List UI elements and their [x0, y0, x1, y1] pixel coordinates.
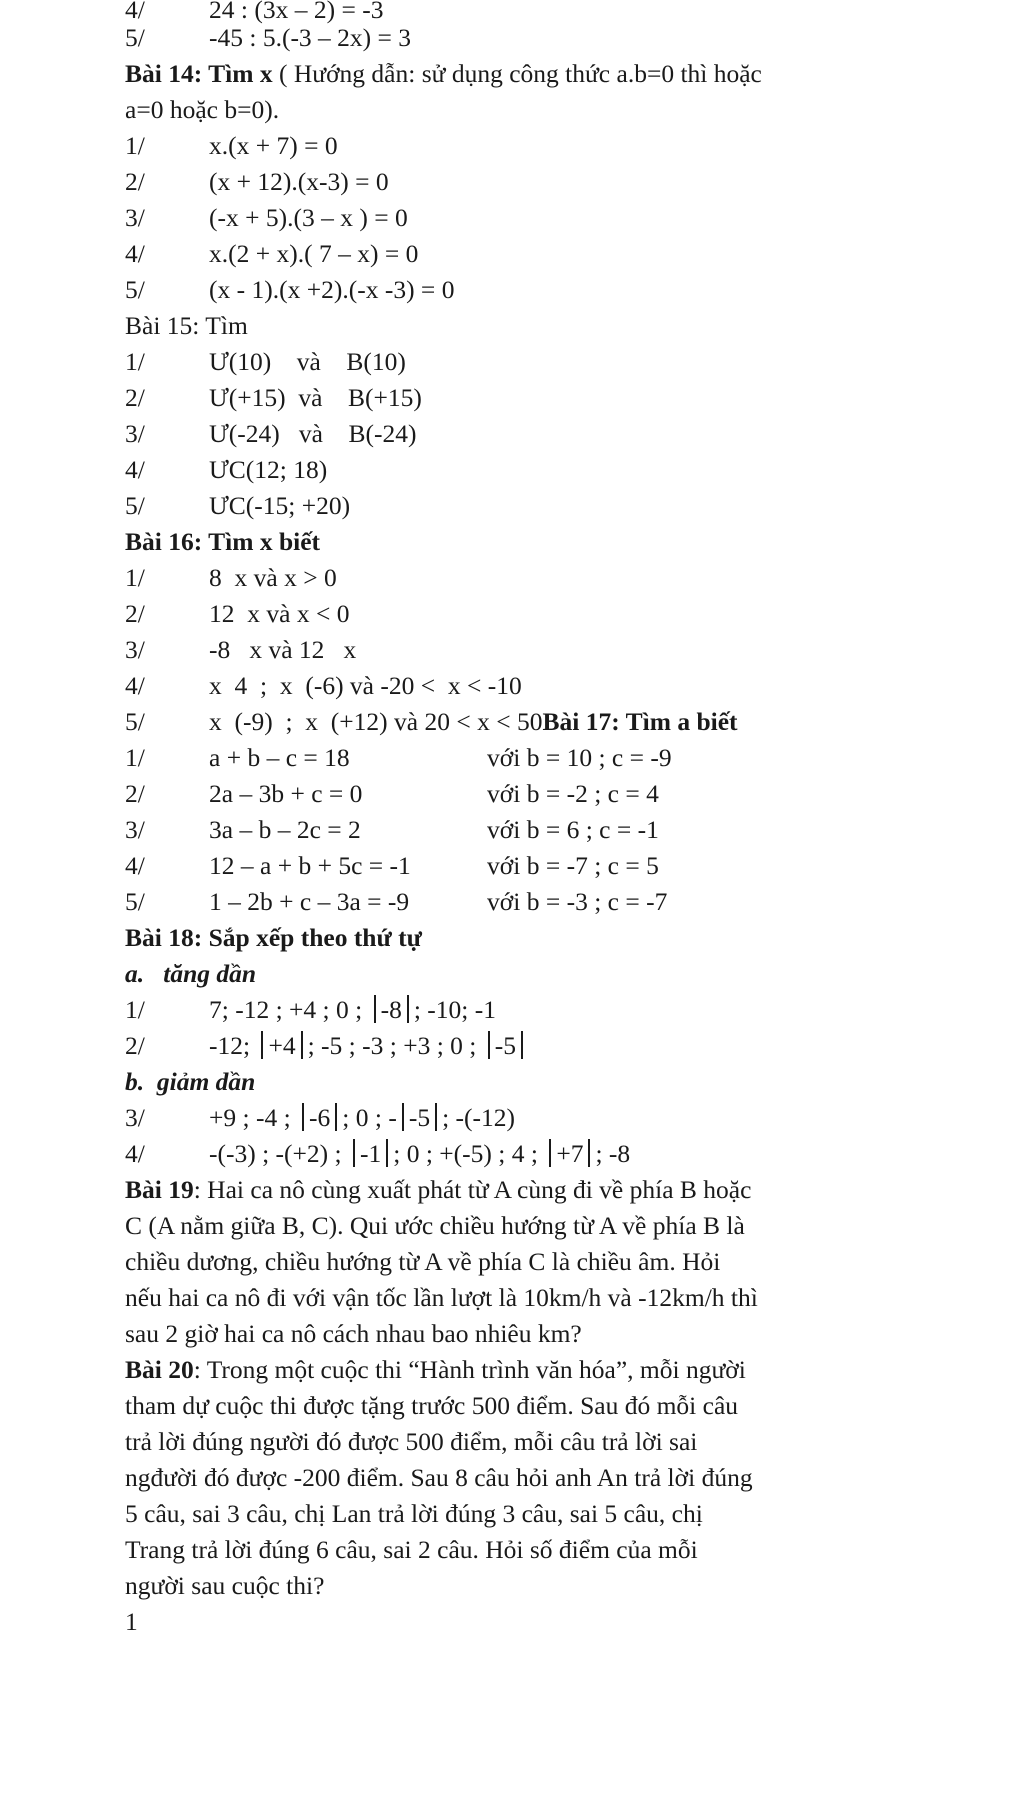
abs-bar — [549, 1139, 551, 1167]
bai20-paragraph-line: tham dự cuộc thi được tặng trước 500 điểm. Sau đó mỗi câu — [125, 1391, 739, 1420]
bai15-title: Bài 15: Tìm — [125, 311, 248, 340]
bai15-item: 1/ Ư(10) và B(10) — [125, 347, 406, 376]
bai20-paragraph-line: Bài 20: Trong một cuộc thi “Hành trình văn hóa”, mỗi người — [125, 1355, 746, 1384]
bai16-item: 5/ x (-9) ; x (+12) và 20 < x < 50Bài 17: Tìm a biết — [125, 707, 738, 736]
bai14-title: Bài 14: Tìm x — [125, 59, 273, 88]
abs-bar — [301, 1031, 303, 1059]
bai14-hint-cont: a=0 hoặc b=0). — [125, 95, 280, 124]
bai18-item: 3/ +9 ; -4 ; -6 ; 0 ; - -5 ; -(-12) — [125, 1103, 516, 1132]
abs-bar — [261, 1031, 263, 1059]
bai18-item: 4/ -(-3) ; -(+2) ; -1 ; 0 ; +(-5) ; 4 ; +7 ; -8 — [125, 1139, 631, 1168]
bai15-item: 3/ Ư(-24) và B(-24) — [125, 419, 417, 448]
bai14-item: 5/ (x - 1).(x +2).(-x -3) = 0 — [125, 275, 455, 304]
bai19-label: Bài 19 — [125, 1175, 194, 1204]
bai14-item: 4/ x.(2 + x).( 7 – x) = 0 — [125, 239, 419, 268]
abs-bar — [386, 1139, 388, 1167]
bai17-title: Bài 17: Tìm a biết — [542, 707, 738, 736]
bai20-paragraph-line: Trang trả lời đúng 6 câu, sai 2 câu. Hỏi số điểm của mỗi — [125, 1535, 698, 1564]
abs-bar — [374, 995, 376, 1023]
bai18-sub-a: a. tăng dần — [125, 959, 257, 988]
page-number: 1 — [125, 1607, 138, 1636]
bai17-item: 4/ 12 – a + b + 5c = -1 với b = -7 ; c = 5 — [125, 851, 659, 880]
abs-bar — [402, 1103, 404, 1131]
bai17-item: 5/ 1 – 2b + c – 3a = -9 với b = -3 ; c = -7 — [125, 887, 668, 916]
bai19-paragraph-line: Bài 19: Hai ca nô cùng xuất phát từ A cùng đi về phía B hoặc — [125, 1175, 752, 1204]
bai14-item: 3/ (-x + 5).(3 – x ) = 0 — [125, 203, 408, 232]
bai18-title: Bài 18: Sắp xếp theo thứ tự — [125, 923, 422, 952]
bai15-item: 4/ ƯC(12; 18) — [125, 455, 328, 484]
abs-bar — [302, 1103, 304, 1131]
bai20-paragraph-line: ngđười đó được -200 điểm. Sau 8 câu hỏi anh An trả lời đúng — [125, 1463, 753, 1492]
abs-bar — [588, 1139, 590, 1167]
bai14-item: 1/ x.(x + 7) = 0 — [125, 131, 338, 160]
abs-bar — [353, 1139, 355, 1167]
bai20-label: Bài 20 — [125, 1355, 194, 1384]
bai15-item: 5/ ƯC(-15; +20) — [125, 491, 351, 520]
bai19-paragraph-line: C (A nằm giữa B, C). Qui ước chiều hướng từ A về phía B là — [125, 1211, 745, 1240]
bai20-paragraph-line: 5 câu, sai 3 câu, chị Lan trả lời đúng 3 câu, sai 5 câu, chị — [125, 1499, 703, 1528]
abs-bar — [488, 1031, 490, 1059]
bai20-paragraph-line: trả lời đúng người đó được 500 điểm, mỗi câu trả lời sai — [125, 1427, 698, 1456]
bai16-item: 3/ -8 x và 12 x — [125, 635, 357, 664]
bai19-paragraph-line: nếu hai ca nô đi với vận tốc lần lượt là 10km/h và -12km/h thì — [125, 1283, 758, 1312]
bai16-item: 1/ 8 x và x > 0 — [125, 563, 337, 592]
abs-bar — [335, 1103, 337, 1131]
bai20-paragraph-line: người sau cuộc thi? — [125, 1571, 325, 1600]
equation-line: 5/ -45 : 5.(-3 – 2x) = 3 — [125, 23, 412, 52]
abs-bar — [521, 1031, 523, 1059]
bai17-item: 2/ 2a – 3b + c = 0 với b = -2 ; c = 4 — [125, 779, 659, 808]
bai17-item: 3/ 3a – b – 2c = 2 với b = 6 ; c = -1 — [125, 815, 659, 844]
bai17-item: 1/ a + b – c = 18 với b = 10 ; c = -9 — [125, 743, 672, 772]
bai16-item: 2/ 12 x và x < 0 — [125, 599, 350, 628]
bai18-sub-b: b. giảm dần — [125, 1067, 256, 1096]
bai15-item: 2/ Ư(+15) và B(+15) — [125, 383, 422, 412]
cropped-equation-line: 4/ 24 : (3x – 2) = -3 — [125, 0, 384, 24]
bai14-hint: ( Hướng dẫn: sử dụng công thức a.b=0 thì hoặc — [272, 59, 762, 88]
bai16-item: 4/ x 4 ; x (-6) và -20 < x < -10 — [125, 671, 522, 700]
bai19-paragraph-line: sau 2 giờ hai ca nô cách nhau bao nhiêu km? — [125, 1319, 582, 1348]
abs-bar — [435, 1103, 437, 1131]
bai16-title: Bài 16: Tìm x biết — [125, 527, 321, 556]
bai18-item: 2/ -12; +4 ; -5 ; -3 ; +3 ; 0 ; -5 — [125, 1028, 924, 1064]
abs-bar — [407, 995, 409, 1023]
bai14-item: 2/ (x + 12).(x-3) = 0 — [125, 167, 389, 196]
bai18-item: 1/ 7; -12 ; +4 ; 0 ; -8 ; -10; -1 — [125, 995, 496, 1024]
bai19-paragraph-line: chiều dương, chiều hướng từ A về phía C là chiều âm. Hỏi — [125, 1247, 721, 1276]
bai14-heading — [125, 56, 924, 92]
